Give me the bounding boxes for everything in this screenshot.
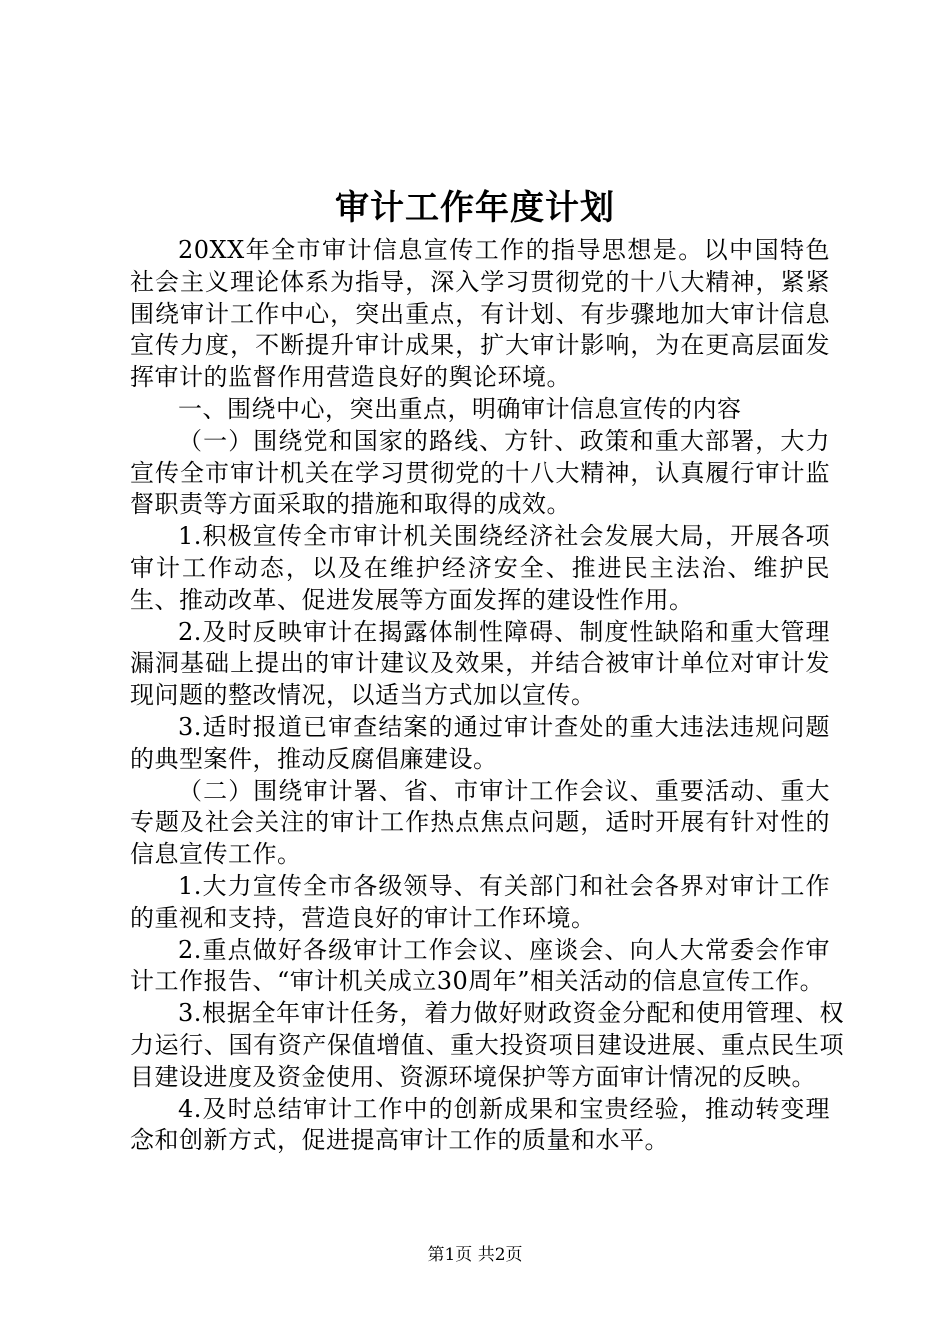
document-title: 审计工作年度计划 [335, 188, 615, 228]
paragraph-item-2-2: 2.重点做好各级审计工作会议、座谈会、向人大常委会作审计工作报告、“审计机关成立30周年”相关活动的信息宣传工作。 [130, 935, 830, 996]
paragraph-subsection-1: （一）围绕党和国家的路线、方针、政策和重大部署，大力宣传全市审计机关在学习贯彻党的十八大精神，认真履行审计监督职责等方面采取的措施和取得的成效。 [130, 426, 830, 519]
paragraph-guiding-ideology: 20XX年全市审计信息宣传工作的指导思想是。以中国特色社会主义理论体系为指导，深入学习贯彻党的十八大精神，紧紧围绕审计工作中心，突出重点，有计划、有步骤地加大审计信息宣传力度，不断提升审计成果，扩大审计影响，为在更高层面发挥审计的监督作用营造良好的舆论环境。 [130, 236, 830, 392]
document-body [130, 235, 844, 1157]
paragraph-item-2-3: 3.根据全年审计任务，着力做好财政资金分配和使用管理、权力运行、国有资产保值增值、重大投资项目建设进展、重点民生项目建设进度及资金使用、资源环境保护等方面审计情况的反映。 [130, 999, 844, 1091]
paragraph-item-2-4: 4.及时总结审计工作中的创新成果和宝贵经验，推动转变理念和创新方式，促进提高审计工作的质量和水平。 [130, 1094, 830, 1155]
paragraph-item-1-3: 3.适时报道已审查结案的通过审计查处的重大违法违规问题的典型案件，推动反腐倡廉建设。 [130, 712, 830, 773]
heading-section-1: 一、围绕中心，突出重点，明确审计信息宣传的内容 [178, 394, 742, 423]
paragraph-item-1-1: 1.积极宣传全市审计机关围绕经济社会发展大局，开展各项审计工作动态，以及在维护经济安全、推进民主法治、维护民生、推动改革、促进发展等方面发挥的建设性作用。 [130, 522, 830, 614]
page-footer: 第1页 共2页 [427, 1245, 523, 1265]
paragraph-subsection-2: （二）围绕审计署、省、市审计工作会议、重要活动、重大专题及社会关注的审计工作热点焦点问题，适时开展有针对性的信息宣传工作。 [130, 776, 830, 869]
paragraph-item-1-2: 2.及时反映审计在揭露体制性障碍、制度性缺陷和重大管理漏洞基础上提出的审计建议及效果，并结合被审计单位对审计发现问题的整改情况，以适当方式加以宣传。 [130, 617, 830, 710]
paragraph-item-2-1: 1.大力宣传全市各级领导、有关部门和社会各界对审计工作的重视和支持，营造良好的审计工作环境。 [130, 871, 830, 932]
